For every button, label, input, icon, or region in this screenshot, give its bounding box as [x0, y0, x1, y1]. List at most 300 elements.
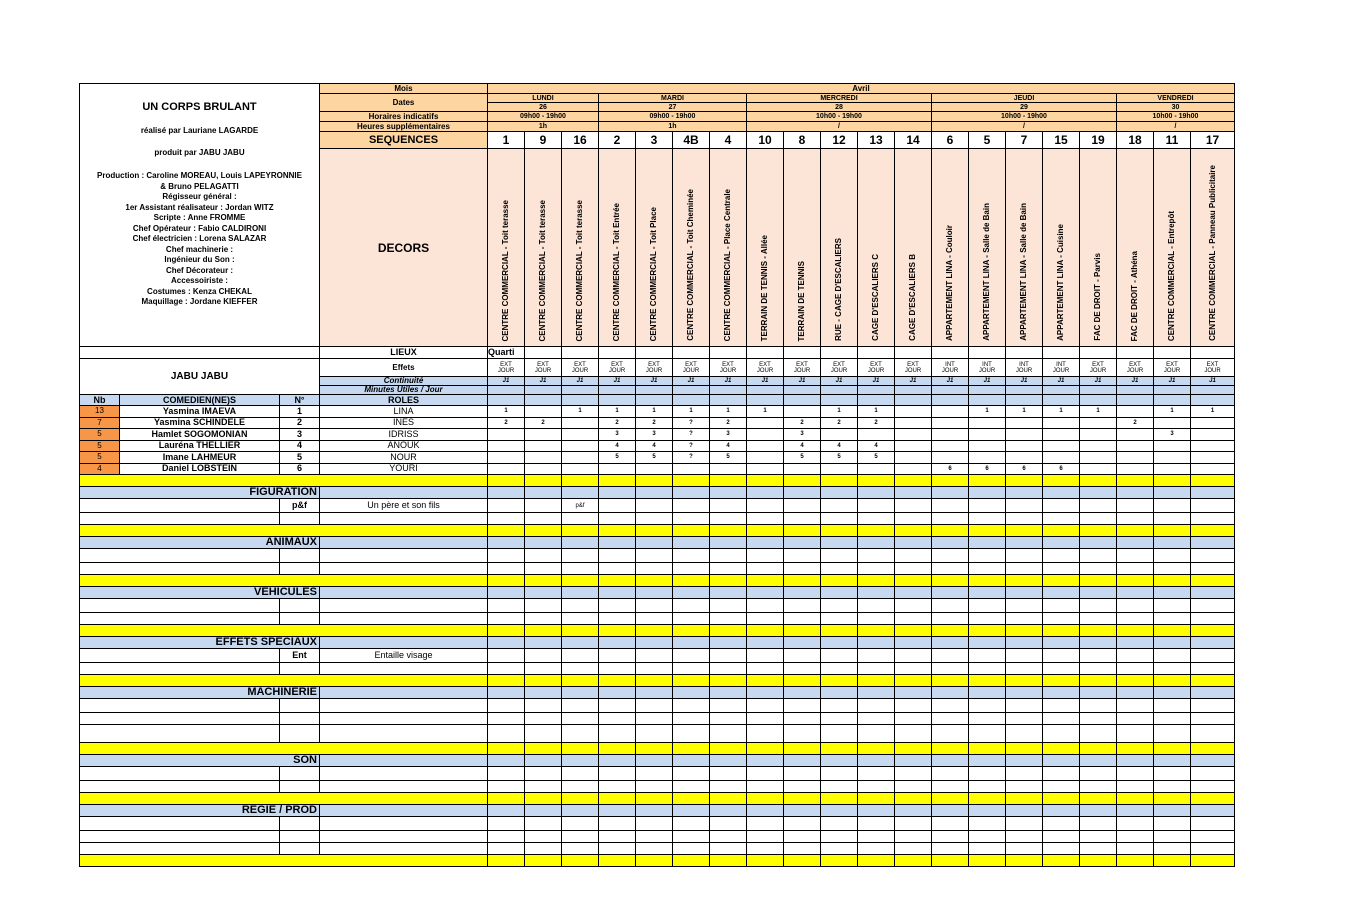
band-cell	[488, 743, 525, 755]
band-cell	[599, 525, 636, 537]
effet-cell	[821, 359, 858, 377]
effet-type: EXT	[1092, 361, 1104, 368]
minutes-cell	[599, 386, 636, 395]
presence-cell	[488, 452, 525, 464]
effet-type: EXT	[870, 361, 882, 368]
header-cell	[673, 395, 710, 406]
blank-cell	[525, 613, 562, 625]
band-cell	[525, 575, 562, 587]
blank-cell	[784, 563, 821, 575]
band-cell	[858, 487, 895, 499]
lieu-cell	[562, 347, 599, 359]
blank-cell	[1006, 843, 1043, 855]
blank-cell	[1154, 781, 1191, 793]
effet-type: EXT	[1206, 361, 1219, 368]
presence-cell: 4	[710, 440, 747, 452]
effet-time: JOUR	[978, 367, 996, 374]
band-cell	[710, 637, 747, 649]
band-cell	[969, 487, 1006, 499]
decor-cell	[784, 149, 821, 347]
actor-number: 5	[280, 452, 320, 464]
section-cell	[1117, 649, 1154, 663]
band-cell	[636, 637, 673, 649]
section-cell	[1191, 831, 1235, 843]
band-cell	[1006, 625, 1043, 637]
band-cell	[525, 625, 562, 637]
section-title: ANIMAUX	[80, 537, 320, 549]
blank-cell	[1154, 613, 1191, 625]
section-cell	[1006, 599, 1043, 613]
band-cell	[710, 525, 747, 537]
blank-cell	[80, 613, 280, 625]
crew-line: Chef Décorateur :	[165, 265, 234, 275]
crew-line: & Bruno PELAGATTI	[160, 181, 239, 191]
band-cell	[1154, 487, 1191, 499]
band-cell	[784, 743, 821, 755]
actor-role: NOUR	[320, 452, 488, 464]
section-cell	[969, 599, 1006, 613]
blank-cell	[525, 843, 562, 855]
band-cell	[1043, 475, 1080, 487]
section-desc	[320, 713, 488, 725]
continuite-cell: J1	[562, 377, 599, 386]
blank-cell	[280, 513, 320, 525]
actor-name: Yasmina IMAEVA	[120, 406, 280, 418]
blank-cell	[1043, 613, 1080, 625]
crew-line: Maquillage : Jordane KIEFFER	[141, 297, 258, 306]
blank-cell	[525, 663, 562, 675]
lieu-cell	[1117, 347, 1154, 359]
minutes-cell	[821, 386, 858, 395]
header-cell	[1154, 395, 1191, 406]
presence-cell: 1	[488, 406, 525, 418]
band-cell	[562, 475, 599, 487]
decor-label: CENTRE COMMERCIAL - Panneau Publicitaire	[1207, 165, 1217, 341]
decor-label: CENTRE COMMERCIAL - Toit terasse	[575, 199, 584, 341]
effet-time: JOUR	[1089, 367, 1107, 374]
blank-cell	[710, 513, 747, 525]
section-cell	[525, 599, 562, 613]
blank-cell	[895, 613, 932, 625]
day-name: MARDI	[599, 94, 747, 103]
blank-cell	[710, 663, 747, 675]
blank-cell	[747, 663, 784, 675]
blank-cell	[1006, 725, 1043, 743]
blank-cell	[1006, 563, 1043, 575]
blank-cell	[562, 781, 599, 793]
crew-line: Accessoiriste :	[171, 276, 228, 285]
presence-cell: 6	[969, 463, 1006, 475]
decor-label: RUE - CAGE D'ESCALIERS	[834, 238, 843, 341]
day-date: 26	[488, 103, 599, 112]
header-cell	[1080, 395, 1117, 406]
band-cell	[636, 525, 673, 537]
presence-cell	[895, 417, 932, 429]
effet-type: INT	[982, 361, 992, 368]
band-cell	[969, 743, 1006, 755]
band-cell	[969, 755, 1006, 767]
blank-cell	[1006, 663, 1043, 675]
section-code: p&f	[280, 499, 320, 513]
sequence-number: 18	[1117, 132, 1154, 149]
band-cell	[969, 475, 1006, 487]
band-cell	[784, 687, 821, 699]
section-cell	[1043, 831, 1080, 843]
blank-cell	[969, 725, 1006, 743]
continuite-cell: J1	[1043, 377, 1080, 386]
section-cell	[1191, 549, 1235, 563]
blank-cell	[562, 663, 599, 675]
band-cell	[636, 625, 673, 637]
decor-cell	[525, 149, 562, 347]
continuite-cell: J1	[932, 377, 969, 386]
band-cell	[710, 755, 747, 767]
effets-label: Effets	[320, 359, 488, 377]
section-cell	[932, 599, 969, 613]
section-cell	[1191, 713, 1235, 725]
presence-cell	[1043, 440, 1080, 452]
blank-cell	[821, 843, 858, 855]
continuite-cell: J1	[1191, 377, 1235, 386]
blank-cell	[1006, 781, 1043, 793]
actor-name: Daniel LOBSTEIN	[120, 463, 280, 475]
lieu-cell	[1154, 347, 1191, 359]
decor-label: CENTRE COMMERCIAL - Place Centrale	[723, 188, 732, 341]
band-cell	[747, 537, 784, 549]
effet-cell	[710, 359, 747, 377]
band-cell	[710, 475, 747, 487]
band-cell	[673, 487, 710, 499]
band-cell	[1191, 687, 1235, 699]
presence-cell	[747, 452, 784, 464]
section-cell	[673, 713, 710, 725]
day-name: MERCREDI	[747, 94, 932, 103]
section-cell	[821, 549, 858, 563]
band-cell	[858, 475, 895, 487]
band-cell	[969, 525, 1006, 537]
crew-line: Chef Opérateur : Fabio CALDIRONI	[132, 223, 267, 233]
section-header-cell	[320, 487, 488, 499]
blank-cell	[673, 843, 710, 855]
band-cell	[488, 755, 525, 767]
band-cell	[562, 537, 599, 549]
section-cell	[525, 831, 562, 843]
section-cell	[932, 713, 969, 725]
continuite-cell: J1	[1006, 377, 1043, 386]
section-cell	[1080, 499, 1117, 513]
blank-cell	[710, 843, 747, 855]
minutes-cell	[1006, 386, 1043, 395]
lieu-cell	[747, 347, 784, 359]
band-cell	[673, 755, 710, 767]
band-cell	[784, 587, 821, 599]
continuite-cell: J1	[821, 377, 858, 386]
band-cell	[1080, 587, 1117, 599]
blank-cell	[969, 613, 1006, 625]
presence-cell: 5	[858, 452, 895, 464]
presence-cell	[747, 440, 784, 452]
section-cell	[1006, 699, 1043, 713]
section-cell	[1154, 499, 1191, 513]
presence-cell	[488, 463, 525, 475]
presence-cell	[932, 452, 969, 464]
band-cell	[821, 743, 858, 755]
presence-cell: 1	[821, 406, 858, 418]
decor-cell	[969, 149, 1006, 347]
blank-cell	[821, 563, 858, 575]
minutes-cell	[932, 386, 969, 395]
band-cell	[932, 575, 969, 587]
blank-cell	[525, 513, 562, 525]
blank-cell	[784, 613, 821, 625]
lieu-cell	[784, 347, 821, 359]
section-cell	[1006, 831, 1043, 843]
effet-cell	[673, 359, 710, 377]
blank-cell	[280, 613, 320, 625]
blank-cell	[80, 781, 280, 793]
band-cell	[821, 687, 858, 699]
effet-cell	[1117, 359, 1154, 377]
day-extra: 1h	[599, 122, 747, 132]
band-cell	[747, 587, 784, 599]
presence-cell: 4	[821, 440, 858, 452]
presence-cell	[488, 440, 525, 452]
section-title: REGIE / PROD	[80, 805, 320, 817]
presence-cell: 6	[932, 463, 969, 475]
presence-cell: 1	[636, 406, 673, 418]
band-cell	[895, 537, 932, 549]
band-cell	[525, 793, 562, 805]
band-cell	[1080, 537, 1117, 549]
section-cell	[1154, 767, 1191, 781]
presence-cell: 1	[747, 406, 784, 418]
blank-cell	[747, 563, 784, 575]
actor-number: 1	[280, 406, 320, 418]
sequence-number: 17	[1191, 132, 1235, 149]
presence-cell	[525, 440, 562, 452]
actor-role: YOURI	[320, 463, 488, 475]
decor-cell	[710, 149, 747, 347]
effet-time: JOUR	[1052, 367, 1070, 374]
section-cell	[1043, 549, 1080, 563]
effet-type: INT	[1056, 361, 1066, 368]
band-cell	[1080, 475, 1117, 487]
band-cell	[599, 637, 636, 649]
band-cell	[784, 675, 821, 687]
blank-cell	[562, 613, 599, 625]
actor-count: 7	[80, 417, 120, 429]
blank-cell	[599, 613, 636, 625]
presence-cell: 5	[636, 452, 673, 464]
sequence-number: 19	[1080, 132, 1117, 149]
section-cell	[895, 831, 932, 843]
sequence-number: 5	[969, 132, 1006, 149]
decor-cell	[821, 149, 858, 347]
band-cell	[488, 805, 525, 817]
effet-type: EXT	[1166, 361, 1178, 368]
sequence-number: 11	[1154, 132, 1191, 149]
presence-cell	[1191, 440, 1235, 452]
sequence-number: 1	[488, 132, 525, 149]
section-cell	[673, 599, 710, 613]
presence-cell: 5	[710, 452, 747, 464]
band-cell	[784, 637, 821, 649]
effet-time: JOUR	[719, 367, 737, 374]
director-line: réalisé par Lauriane LAGARDE	[140, 126, 259, 135]
effet-time: JOUR	[608, 367, 626, 374]
crew-line: Chef machinerie :	[165, 244, 234, 254]
band-cell	[821, 755, 858, 767]
band-cell	[1043, 743, 1080, 755]
sequence-number: 8	[784, 132, 821, 149]
band-cell	[673, 625, 710, 637]
blank-cell	[320, 725, 488, 743]
band-cell	[488, 525, 525, 537]
section-cell	[673, 767, 710, 781]
blank-cell	[673, 663, 710, 675]
section-cell	[1117, 499, 1154, 513]
band-cell	[1080, 855, 1117, 867]
section-desc	[320, 699, 488, 713]
presence-cell: 2	[710, 417, 747, 429]
presence-cell	[895, 440, 932, 452]
band-cell	[1117, 793, 1154, 805]
decor-label: FAC DE DROIT - Athéna	[1130, 250, 1139, 341]
continuite-label: Continuité	[320, 377, 488, 386]
band-cell	[673, 855, 710, 867]
band-cell	[1006, 675, 1043, 687]
section-desc	[320, 831, 488, 843]
minutes-cell	[858, 386, 895, 395]
section-cell	[895, 649, 932, 663]
blank-cell	[821, 663, 858, 675]
band-cell	[969, 855, 1006, 867]
lieu-cell	[932, 347, 969, 359]
section-cell	[821, 699, 858, 713]
section-cell	[784, 599, 821, 613]
section-cell	[932, 767, 969, 781]
effet-cell	[488, 359, 525, 377]
blank-cell	[1154, 663, 1191, 675]
blank-cell	[673, 725, 710, 743]
blank-cell	[895, 563, 932, 575]
section-cell	[969, 649, 1006, 663]
band-cell	[969, 675, 1006, 687]
presence-cell	[1117, 463, 1154, 475]
presence-cell: ?	[673, 417, 710, 429]
minutes-cell	[1117, 386, 1154, 395]
section-cell	[525, 767, 562, 781]
band-cell	[673, 637, 710, 649]
section-cell	[1006, 767, 1043, 781]
section-desc	[320, 817, 488, 831]
section-cell	[1191, 699, 1235, 713]
blank-cell	[747, 613, 784, 625]
effet-cell	[747, 359, 784, 377]
blank-cell	[320, 513, 488, 525]
band-cell	[1117, 855, 1154, 867]
section-cell	[525, 713, 562, 725]
blank-cell	[858, 613, 895, 625]
band-cell	[858, 855, 895, 867]
band-cell	[747, 793, 784, 805]
minutes-cell	[1043, 386, 1080, 395]
band-cell	[895, 487, 932, 499]
section-cell	[525, 549, 562, 563]
minutes-cell	[784, 386, 821, 395]
effet-type: EXT	[907, 361, 919, 368]
blank-cell	[858, 781, 895, 793]
effet-type: EXT	[574, 361, 586, 368]
section-cell	[1043, 649, 1080, 663]
blank-cell	[320, 843, 488, 855]
band-cell	[1154, 587, 1191, 599]
band-cell	[821, 675, 858, 687]
section-cell	[1080, 649, 1117, 663]
band-cell	[821, 793, 858, 805]
section-cell	[858, 599, 895, 613]
section-cell	[1043, 767, 1080, 781]
presence-cell	[932, 406, 969, 418]
header-cell	[821, 395, 858, 406]
band-cell	[1154, 625, 1191, 637]
section-cell	[969, 499, 1006, 513]
section-cell	[488, 549, 525, 563]
band-cell	[488, 537, 525, 549]
band-cell	[525, 687, 562, 699]
decor-label: CAGE D'ESCALIERS B	[908, 254, 917, 341]
section-cell	[747, 767, 784, 781]
header-cell	[932, 395, 969, 406]
section-code	[280, 817, 320, 831]
section-cell	[488, 699, 525, 713]
band-cell	[1043, 793, 1080, 805]
section-cell	[1191, 767, 1235, 781]
presence-cell: ?	[673, 452, 710, 464]
section-cell	[710, 649, 747, 663]
effet-type: INT	[945, 361, 955, 368]
effet-cell	[1191, 359, 1235, 377]
band-cell	[747, 755, 784, 767]
presence-cell	[1080, 452, 1117, 464]
roles-header: ROLES	[320, 395, 488, 406]
band-cell	[969, 805, 1006, 817]
section-title: VEHICULES	[80, 587, 320, 599]
section-cell	[525, 817, 562, 831]
effet-cell	[636, 359, 673, 377]
presence-cell: 2	[488, 417, 525, 429]
blank-cell	[673, 513, 710, 525]
band-cell	[1117, 625, 1154, 637]
presence-cell: 5	[599, 452, 636, 464]
band-cell	[673, 793, 710, 805]
presence-cell: 1	[710, 406, 747, 418]
section-cell	[932, 817, 969, 831]
presence-cell: 4	[784, 440, 821, 452]
band-cell	[1080, 793, 1117, 805]
band-cell	[1080, 805, 1117, 817]
presence-cell	[525, 452, 562, 464]
dates-label: Dates	[320, 94, 488, 112]
yellow-band	[80, 675, 488, 687]
band-cell	[599, 625, 636, 637]
blank-cell	[1191, 613, 1235, 625]
band-cell	[747, 687, 784, 699]
band-cell	[525, 525, 562, 537]
section-cell	[895, 713, 932, 725]
blank-cell	[858, 513, 895, 525]
band-cell	[562, 805, 599, 817]
